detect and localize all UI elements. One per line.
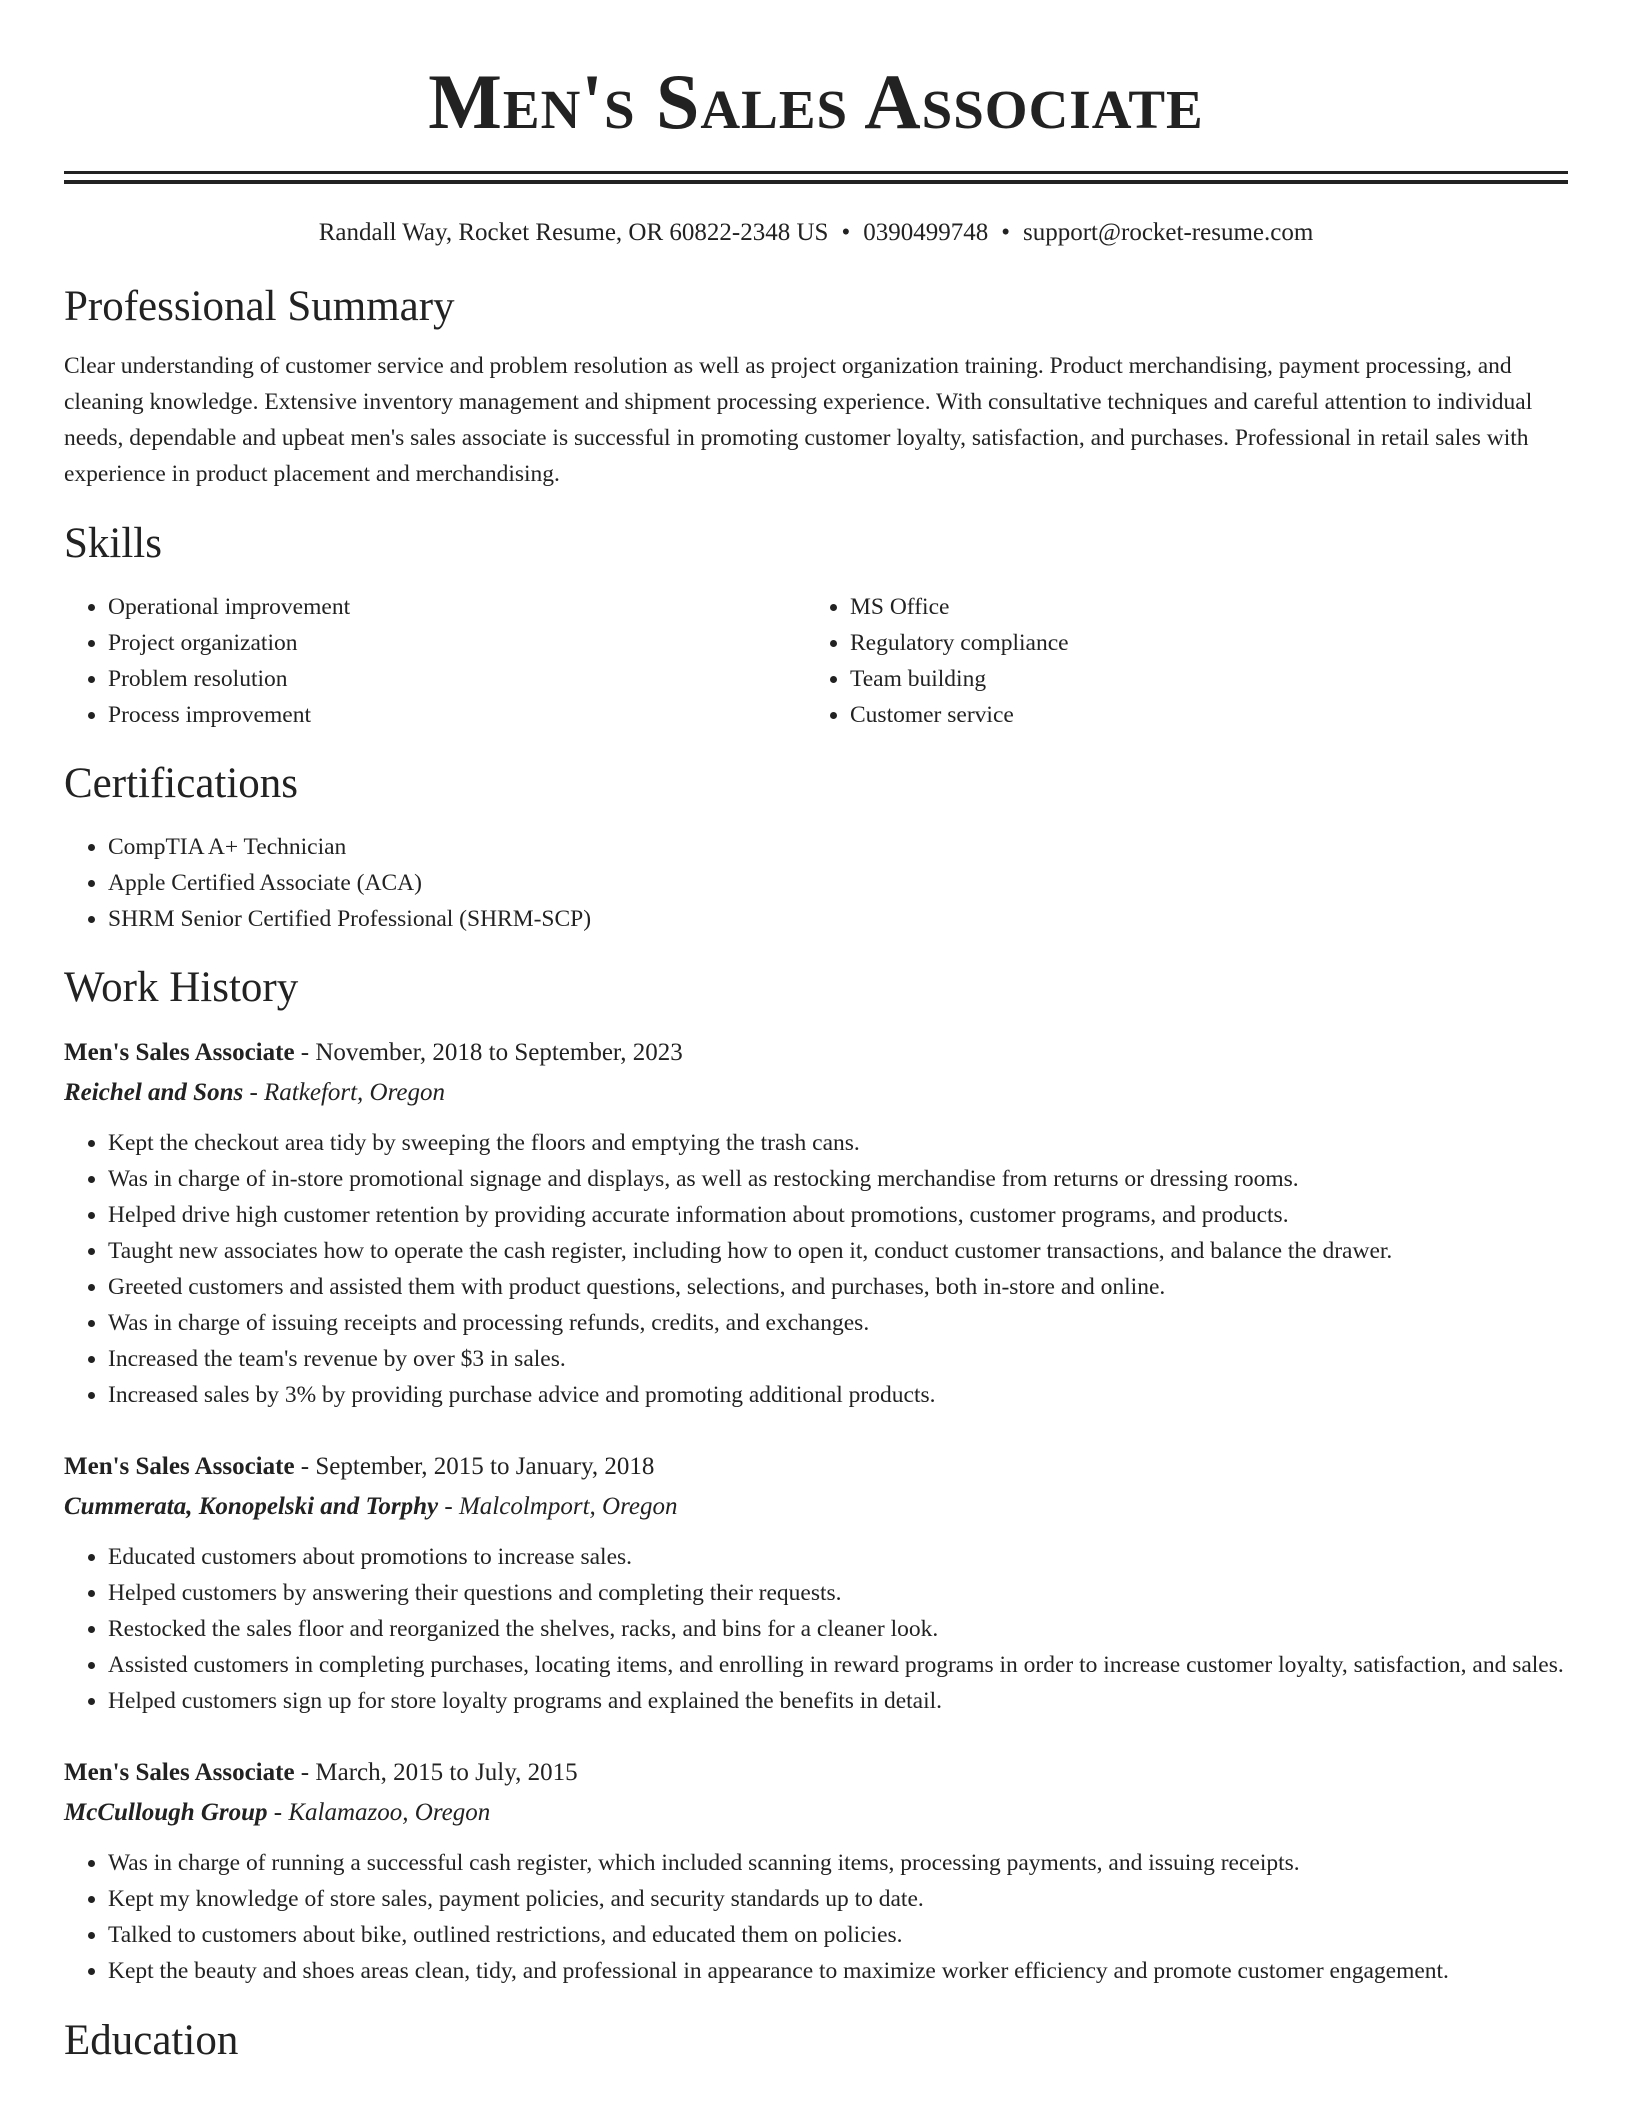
job-bullet: • Helped customers by answering their questions and completing their requests. [108,1575,1568,1611]
title-rule-bottom [64,180,1568,184]
job-title: Men's Sales Associate [64,1759,295,1786]
certification-item: • SHRM Senior Certified Professional (SHRM-SCP) [108,901,1568,937]
job-bullets [64,1125,1568,1413]
skill-item: • Operational improvement [108,589,806,625]
contact-address: Randall Way, Rocket Resume, OR 60822-2348 US [318,219,829,246]
job-employer [64,1073,1568,1113]
job-bullet: • Increased sales by 3% by providing purchase advice and promoting additional products. [108,1377,1568,1413]
job-bullets [64,1539,1568,1719]
job-bullet: • Was in charge of running a successful cash register, which included scanning items, processing payments, and issuing receipts. [108,1845,1568,1881]
skill-item: • Team building [850,661,1548,697]
job-header [64,1447,1568,1487]
job-location: - Ratkefort, Oregon [243,1079,446,1106]
resume-title: Men's Sales Associate [428,58,1204,145]
skill-item: • Process improvement [108,697,806,733]
skills-list-left [64,589,806,733]
skills-section [64,519,1568,733]
job-bullet: • Increased the team's revenue by over $3 in sales. [108,1341,1568,1377]
job-location: - Malcolmport, Oregon [438,1493,678,1520]
summary-section [64,282,1568,492]
skills-column-left [64,589,806,733]
job-bullet: • Kept the beauty and shoes areas clean, tidy, and professional in appearance to maximize worker efficiency and promote customer engagement. [108,1953,1568,1989]
job-entry [64,1753,1568,1989]
work-history-section [64,963,1568,1989]
job-dates: - March, 2015 to July, 2015 [294,1759,578,1786]
job-bullet: • Was in charge of issuing receipts and processing refunds, credits, and exchanges. [108,1305,1568,1341]
job-bullet: • Kept my knowledge of store sales, payment policies, and security standards up to date. [108,1881,1568,1917]
job-bullet: • Talked to customers about bike, outlined restrictions, and educated them on policies. [108,1917,1568,1953]
job-bullets [64,1845,1568,1989]
job-bullet: • Assisted customers in completing purchases, locating items, and enrolling in reward programs in order to increase customer loyalty, satisfaction, and sales. [108,1647,1568,1683]
education-heading: Education [64,2017,239,2064]
certifications-list [64,829,1568,937]
job-title: Men's Sales Associate [64,1039,295,1066]
job-bullet: • Was in charge of in-store promotional signage and displays, as well as restocking merchandise from returns or dressing rooms. [108,1161,1568,1197]
certifications-section [64,759,1568,937]
job-location: - Kalamazoo, Oregon [267,1799,491,1826]
job-bullet: • Kept the checkout area tidy by sweeping the floors and emptying the trash cans. [108,1125,1568,1161]
job-dates: - November, 2018 to September, 2023 [294,1039,683,1066]
job-header [64,1033,1568,1073]
contact-line [64,218,1568,248]
job-bullet: • Helped drive high customer retention by providing accurate information about promotions, customer programs, and products. [108,1197,1568,1233]
skills-grid [64,589,1568,733]
job-header [64,1753,1568,1793]
summary-heading: Professional Summary [64,283,455,330]
job-company: McCullough Group [64,1799,268,1826]
contact-phone: 0390499748 [863,219,989,246]
contact-separator: • [841,219,851,246]
skill-item: • MS Office [850,589,1548,625]
job-bullet: • Greeted customers and assisted them with product questions, selections, and purchases, both in-store and online. [108,1269,1568,1305]
skill-item: • Regulatory compliance [850,625,1548,661]
certification-item: • Apple Certified Associate (ACA) [108,865,1568,901]
job-bullet: • Taught new associates how to operate the cash register, including how to open it, conduct customer transactions, and balance the drawer. [108,1233,1568,1269]
title-rule-top [64,171,1568,174]
job-entry [64,1033,1568,1413]
job-entry [64,1447,1568,1719]
job-company: Cummerata, Konopelski and Torphy [64,1493,439,1520]
certifications-heading: Certifications [64,760,299,807]
job-bullet: • Helped customers sign up for store loyalty programs and explained the benefits in detail. [108,1683,1568,1719]
education-section [64,2016,1568,2066]
job-bullet: • Restocked the sales floor and reorganized the shelves, racks, and bins for a cleaner look. [108,1611,1568,1647]
work-history-heading: Work History [64,964,299,1011]
job-employer [64,1793,1568,1833]
job-dates: - September, 2015 to January, 2018 [294,1453,655,1480]
certification-item: • CompTIA A+ Technician [108,829,1568,865]
contact-email: support@rocket-resume.com [1022,219,1314,246]
summary-text: Clear understanding of customer service and problem resolution as well as project organization training. Product merchandising, payment processing, and cleaning knowledge. Extensive inventory management and shipment processing experience. With consultative techniques and careful attention to individual needs, dependable and upbeat men's sales associate is successful in promoting customer loyalty, satisfaction, and purchases. Professional in retail sales with experience in product placement and merchandising. [64,353,1533,487]
skills-list-right [806,589,1548,733]
skills-heading: Skills [64,520,162,567]
skill-item: • Customer service [850,697,1548,733]
skill-item: • Problem resolution [108,661,806,697]
job-bullet: • Educated customers about promotions to increase sales. [108,1539,1568,1575]
skill-item: • Project organization [108,625,806,661]
job-company: Reichel and Sons [64,1079,244,1106]
contact-separator: • [1001,219,1010,246]
job-employer [64,1487,1568,1527]
skills-column-right [806,589,1548,733]
job-title: Men's Sales Associate [64,1453,295,1480]
